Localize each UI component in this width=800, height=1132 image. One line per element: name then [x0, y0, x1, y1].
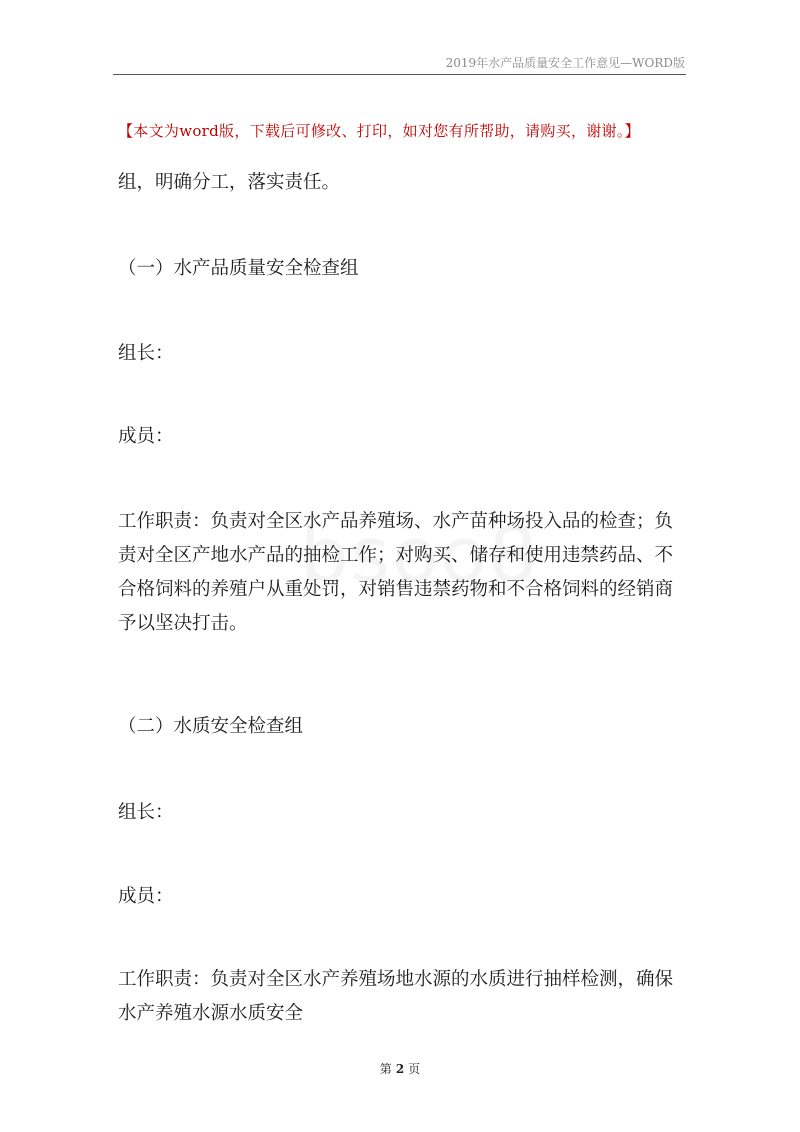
page-header-title: 2019年水产品质量安全工作意见—WORD版 — [445, 56, 685, 70]
paragraph-responsibility: 组，明确分工，落实责任。 — [118, 172, 341, 193]
duties-paragraph-1 — [118, 505, 688, 641]
header-divider — [113, 74, 686, 75]
members-label-1: 成员： — [118, 426, 174, 447]
members-label-2: 成员： — [118, 886, 174, 907]
duties-paragraph-2 — [118, 963, 688, 1031]
purchase-notice: 【本文为word版，下载后可修改、打印，如对您有所帮助，请购买，谢谢。】 — [118, 122, 640, 140]
footer-suffix: 页 — [408, 1062, 421, 1076]
duties-line: 工作职责：负责对全区水产品养殖场、水产苗种场投入品的检查；负 — [118, 511, 674, 532]
duties-line: 合格饲料的养殖户从重处罚，对销售违禁药物和不合格饲料的经销商 — [118, 579, 674, 600]
section-heading-water-quality: （二）水质安全检查组 — [118, 716, 304, 737]
duties-line: 责对全区产地水产品的抽检工作；对购买、储存和使用违禁药品、不 — [118, 545, 674, 566]
page-footer — [0, 1060, 800, 1077]
section-heading-product-quality: （一）水产品质量安全检查组 — [118, 258, 359, 279]
page-number: 2 — [395, 1062, 405, 1076]
leader-label-1: 组长： — [118, 343, 174, 364]
leader-label-2: 组长： — [118, 802, 174, 823]
duties-line: 予以坚决打击。 — [118, 613, 248, 634]
duties-line: 水产养殖水源水质安全 — [118, 1003, 304, 1024]
duties-line: 工作职责：负责对全区水产养殖场地水源的水质进行抽样检测，确保 — [118, 969, 674, 990]
footer-prefix: 第 — [379, 1062, 392, 1076]
